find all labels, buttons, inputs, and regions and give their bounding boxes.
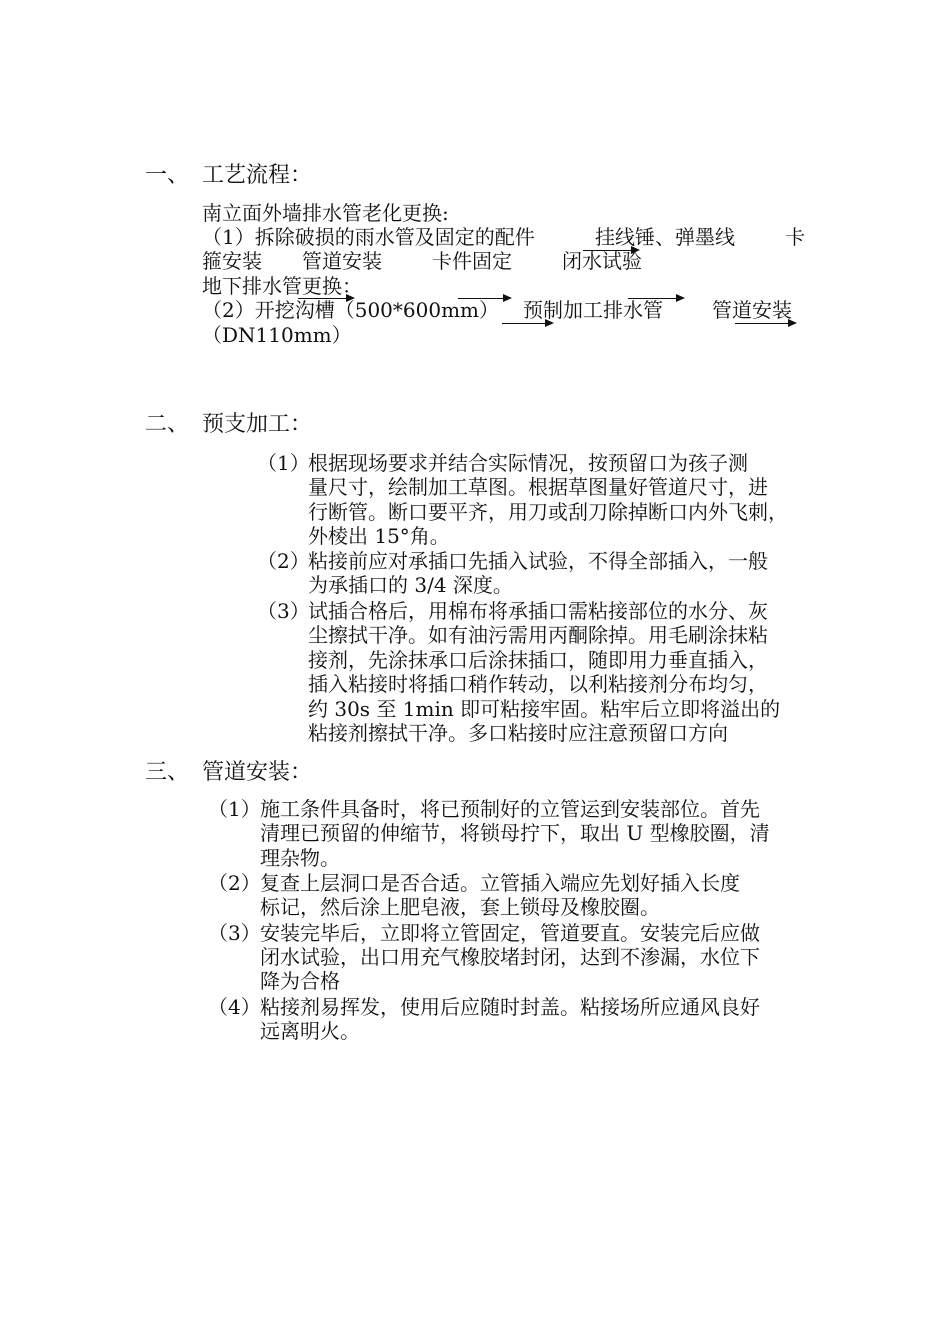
- install-item-1-num: （1）: [208, 797, 261, 821]
- flow-spec: （DN110mm）: [202, 323, 352, 347]
- prep-item-3-line: 约 30s 至 1min 即可粘接牢固。粘牢后立即将溢出的: [308, 697, 781, 721]
- install-item-3-line: 安装完毕后，立即将立管固定，管道要直。安装完后应做: [260, 921, 760, 945]
- prep-item-2-num: （2）: [257, 549, 310, 573]
- section-1-number: 一、: [145, 163, 190, 188]
- prep-item-2-line: 为承插口的 3/4 深度。: [308, 573, 513, 597]
- flow-arrow-icon: [458, 298, 510, 299]
- install-item-3-line: 降为合格: [260, 969, 340, 993]
- section-1-title: 工艺流程：: [202, 163, 313, 188]
- prep-item-3-line: 粘接剂擦拭干净。多口粘接时应注意预留口方向: [308, 721, 728, 745]
- flow-step-5: 卡件固定: [432, 249, 512, 273]
- prep-item-1-line: 行断管。断口要平齐，用刀或刮刀除掉断口内外飞刺，: [308, 500, 788, 524]
- flow-step-6: 闭水试验: [562, 249, 642, 273]
- flow-line-underground: 地下排水管更换：: [202, 274, 362, 298]
- prep-item-3-line: 试插合格后，用棉布将承插口需粘接部位的水分、灰: [308, 599, 768, 623]
- prep-item-3-line: 插入粘接时将插口稍作转动，以利粘接剂分布均匀，: [308, 672, 768, 696]
- flow-line-intro: 南立面外墙排水管老化更换:: [202, 201, 449, 225]
- prep-item-1-line: 根据现场要求并结合实际情况，按预留口为孩子测: [308, 451, 748, 475]
- flow-step-2: 挂线锤、弹墨线: [595, 225, 735, 249]
- section-3-number: 三、: [145, 760, 190, 785]
- install-item-3-num: （3）: [208, 921, 261, 945]
- install-item-2-line: 标记，然后涂上肥皂液，套上锁母及橡胶圈。: [260, 895, 660, 919]
- section-2-title: 预支加工：: [202, 412, 313, 437]
- install-item-4-line: 粘接剂易挥发，使用后应随时封盖。粘接场所应通风良好: [260, 995, 760, 1019]
- flow-arrow-icon: [298, 298, 353, 299]
- prep-item-3-num: （3）: [257, 599, 310, 623]
- flow-step-prefab: 预制加工排水管: [523, 298, 663, 322]
- install-item-1-line: 理杂物。: [260, 846, 340, 870]
- install-item-2-line: 复查上层洞口是否合适。立管插入端应先划好插入长度: [260, 871, 740, 895]
- flow-step-4: 管道安装: [302, 249, 382, 273]
- install-item-4-line: 远离明火。: [260, 1019, 360, 1043]
- prep-item-1-line: 量尺寸，绘制加工草图。根据草图量好管道尺寸，进: [308, 475, 768, 499]
- install-item-1-line: 施工条件具备时，将已预制好的立管运到安装部位。首先: [260, 797, 760, 821]
- prep-item-1-num: （1）: [257, 451, 310, 475]
- install-item-2-num: （2）: [208, 871, 261, 895]
- install-item-1-line: 清理已预留的伸缩节，将锁母拧下，取出 U 型橡胶圈，清: [260, 821, 770, 845]
- section-2-number: 二、: [145, 412, 190, 437]
- prep-item-1-line: 外棱出 15°角。: [308, 524, 450, 548]
- flow-arrow-icon: [735, 323, 795, 324]
- prep-item-3-line: 接剂，先涂抹承口后涂抹插口，随即用力垂直插入，: [308, 648, 768, 672]
- flow-step-3b: 箍安装: [202, 249, 262, 273]
- flow-step-dig: （2）开挖沟槽（500*600mm）: [202, 298, 500, 322]
- install-item-4-num: （4）: [208, 995, 261, 1019]
- flow-arrow-icon: [583, 250, 638, 251]
- flow-step-3a: 卡: [785, 225, 805, 249]
- section-3-title: 管道安装：: [202, 760, 313, 785]
- prep-item-2-line: 粘接前应对承插口先插入试验，不得全部插入，一般: [308, 549, 768, 573]
- install-item-3-line: 闭水试验，出口用充气橡胶堵封闭，达到不渗漏，水位下: [260, 945, 760, 969]
- flow-arrow-icon: [502, 323, 552, 324]
- flow-arrow-icon: [628, 298, 683, 299]
- flow-step-install: 管道安装: [712, 298, 792, 322]
- flow-step-1: （1）拆除破损的雨水管及固定的配件: [202, 225, 535, 249]
- prep-item-3-line: 尘擦拭干净。如有油污需用丙酮除掉。用毛刷涂抹粘: [308, 623, 768, 647]
